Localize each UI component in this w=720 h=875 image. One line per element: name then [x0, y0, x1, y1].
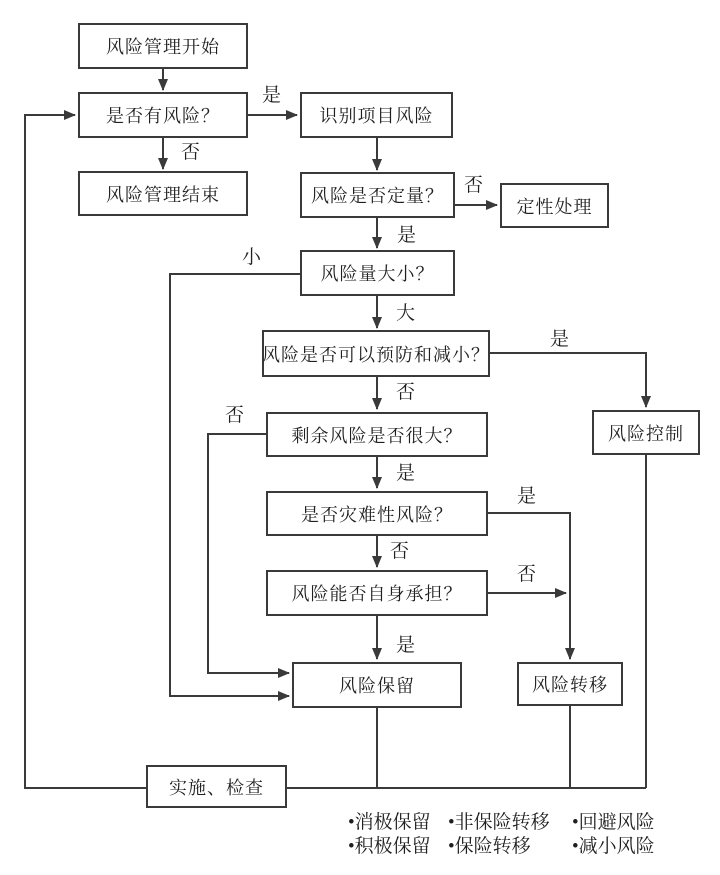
node-risk-retention: 风险保留: [292, 662, 462, 708]
node-risk-management-start: 风险管理开始: [78, 23, 248, 69]
legend-item-insurance-transfer: •保险转移: [448, 836, 531, 857]
node-risk-management-end: 风险管理结束: [78, 171, 248, 216]
edge-label-quantify-no: 否: [464, 175, 484, 196]
edge-catastrophic-to-transfer: [488, 513, 570, 659]
legend-item-avoid-risk: •回避风险: [572, 812, 655, 833]
edge-label-catastrophic-yes: 是: [517, 486, 537, 507]
legend-item-noninsurance-transfer: •非保险转移: [448, 812, 550, 833]
edge-label-prevent-no: 否: [396, 382, 416, 403]
edge-label-quantify-yes: 是: [397, 225, 417, 246]
edge-label-magnitude-large: 大: [396, 303, 416, 324]
edge-label-prevent-yes: 是: [550, 329, 570, 350]
edge-label-selfbear-yes: 是: [396, 635, 416, 656]
node-prevent-reduce: 风险是否可以预防和减小？: [262, 330, 490, 377]
node-identify-project-risk: 识别项目风险: [300, 92, 453, 138]
edge-label-hasrisk-no: 否: [181, 142, 201, 163]
edge-label-hasrisk-yes: 是: [262, 85, 282, 106]
node-has-risk: 是否有风险？: [78, 92, 248, 138]
legend-item-active-retention: •积极保留: [348, 836, 431, 857]
node-risk-transfer: 风险转移: [517, 662, 623, 706]
legend-item-passive-retention: •消极保留: [348, 812, 431, 833]
edge-residual-to-retain-no: [208, 434, 289, 673]
node-self-bear-risk: 风险能否自身承担？: [266, 570, 488, 616]
node-risk-quantitative: 风险是否定量？: [300, 172, 455, 218]
node-residual-risk-large: 剩余风险是否很大？: [266, 412, 488, 457]
edge-label-residual-yes: 是: [396, 463, 416, 484]
edge-prevent-to-control: [490, 353, 646, 407]
node-catastrophic-risk: 是否灾难性风险？: [266, 491, 488, 536]
edge-label-magnitude-small: 小: [242, 247, 262, 268]
edge-label-catastrophic-no: 否: [390, 541, 410, 562]
edge-label-selfbear-no: 否: [517, 564, 537, 585]
node-risk-control: 风险控制: [592, 410, 700, 455]
node-risk-magnitude: 风险量大小？: [300, 250, 455, 296]
edge-label-residual-no: 否: [225, 405, 245, 426]
legend-item-reduce-risk: •减小风险: [572, 836, 655, 857]
node-qualitative-handling: 定性处理: [500, 183, 609, 228]
node-implement-check: 实施、检查: [146, 765, 287, 808]
